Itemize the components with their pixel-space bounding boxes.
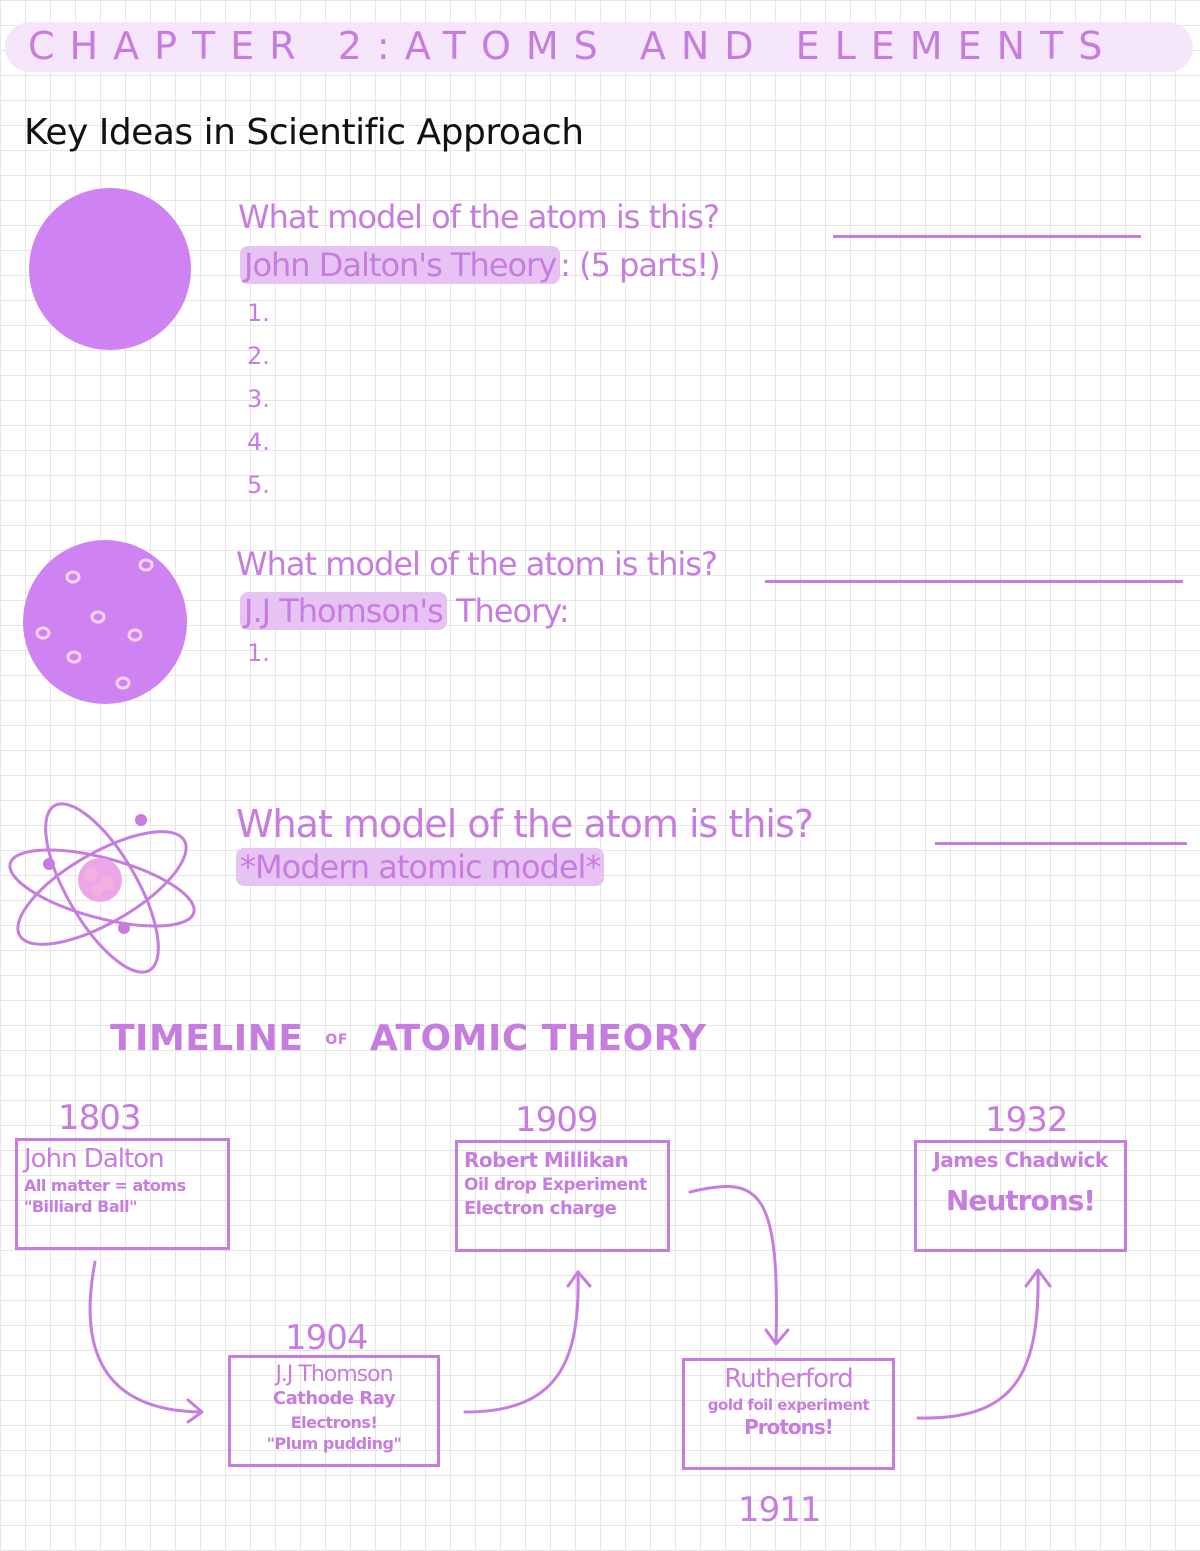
event-name: Robert Millikan xyxy=(464,1148,629,1172)
event-detail: Cathode Ray xyxy=(272,1388,396,1410)
theory-name-2: J.J Thomson's xyxy=(240,592,447,630)
event-detail: gold foil experiment xyxy=(707,1395,870,1414)
list-item: 5. xyxy=(247,471,270,499)
dalton-atom-icon xyxy=(20,180,200,360)
modern-atom-icon xyxy=(5,788,200,988)
timeline-title xyxy=(110,1018,707,1059)
event-detail: Neutrons! xyxy=(945,1184,1096,1217)
timeline-title-left: TIMELINE xyxy=(110,1018,304,1059)
model-question-1: What model of the atom is this? xyxy=(238,198,719,236)
arrow-1911-to-1932 xyxy=(918,1272,1038,1418)
theory-heading-1 xyxy=(240,246,720,284)
event-detail: Oil drop Experiment xyxy=(464,1175,647,1195)
event-name: John Dalton xyxy=(24,1144,164,1174)
theory-name-1: John Dalton's Theory xyxy=(240,246,560,284)
section-subtitle: Key Ideas in Scientific Approach xyxy=(24,112,584,153)
answer-blank-2[interactable] xyxy=(765,580,1183,583)
page-title: CHAPTER 2:ATOMS AND ELEMENTS xyxy=(28,24,1118,68)
list-item: 2. xyxy=(247,342,270,370)
event-detail: All matter = atoms xyxy=(24,1175,186,1195)
event-detail: "Plum pudding" xyxy=(266,1434,402,1454)
model-question-2: What model of the atom is this? xyxy=(236,545,717,583)
answer-blank-1[interactable] xyxy=(833,235,1141,238)
timeline-year-1911: 1911 xyxy=(738,1490,821,1530)
theory-heading-2 xyxy=(240,592,569,630)
arrow-1909-to-1911 xyxy=(690,1186,776,1342)
arrow-1803-to-1904 xyxy=(90,1262,200,1412)
timeline-year-1803: 1803 xyxy=(58,1098,141,1138)
theory-name-3: *Modern atomic model* xyxy=(236,848,604,886)
plum-pudding-atom-icon xyxy=(18,535,193,710)
arrowhead xyxy=(568,1272,590,1286)
timeline-title-right: ATOMIC THEORY xyxy=(369,1018,707,1059)
list-item: 3. xyxy=(247,385,270,413)
event-detail: "Billiard Ball" xyxy=(24,1197,137,1217)
event-name: James Chadwick xyxy=(933,1148,1108,1172)
theory-suffix-2: Theory: xyxy=(446,592,569,630)
event-detail: Electron charge xyxy=(464,1197,617,1219)
dalton-items-list xyxy=(247,292,270,507)
list-item: 1. xyxy=(247,639,270,667)
event-detail: Protons! xyxy=(744,1415,833,1440)
timeline-year-1904: 1904 xyxy=(285,1318,368,1358)
timeline-event-dalton xyxy=(15,1138,230,1250)
thomson-items-list xyxy=(247,632,270,675)
theory-suffix-1: : (5 parts!) xyxy=(560,246,720,284)
list-item: 1. xyxy=(247,299,270,327)
timeline-year-1909: 1909 xyxy=(515,1100,598,1140)
arrowhead xyxy=(766,1330,788,1344)
list-item: 4. xyxy=(247,428,270,456)
timeline-event-millikan xyxy=(455,1140,670,1252)
timeline-title-of: OF xyxy=(325,1032,348,1048)
arrowhead xyxy=(188,1400,202,1422)
model-question-3: What model of the atom is this? xyxy=(236,802,813,846)
timeline-year-1932: 1932 xyxy=(985,1100,1068,1140)
event-name: Rutherford xyxy=(724,1364,853,1394)
event-name: J.J Thomson xyxy=(275,1362,393,1387)
event-detail: Electrons! xyxy=(290,1412,378,1432)
timeline-event-chadwick xyxy=(914,1140,1127,1252)
timeline-event-rutherford xyxy=(682,1358,895,1470)
timeline-event-thomson xyxy=(228,1355,440,1467)
theory-heading-3 xyxy=(236,848,604,886)
arrowhead xyxy=(1026,1270,1050,1286)
answer-blank-3[interactable] xyxy=(935,842,1187,845)
arrow-1904-to-1909 xyxy=(465,1272,578,1412)
